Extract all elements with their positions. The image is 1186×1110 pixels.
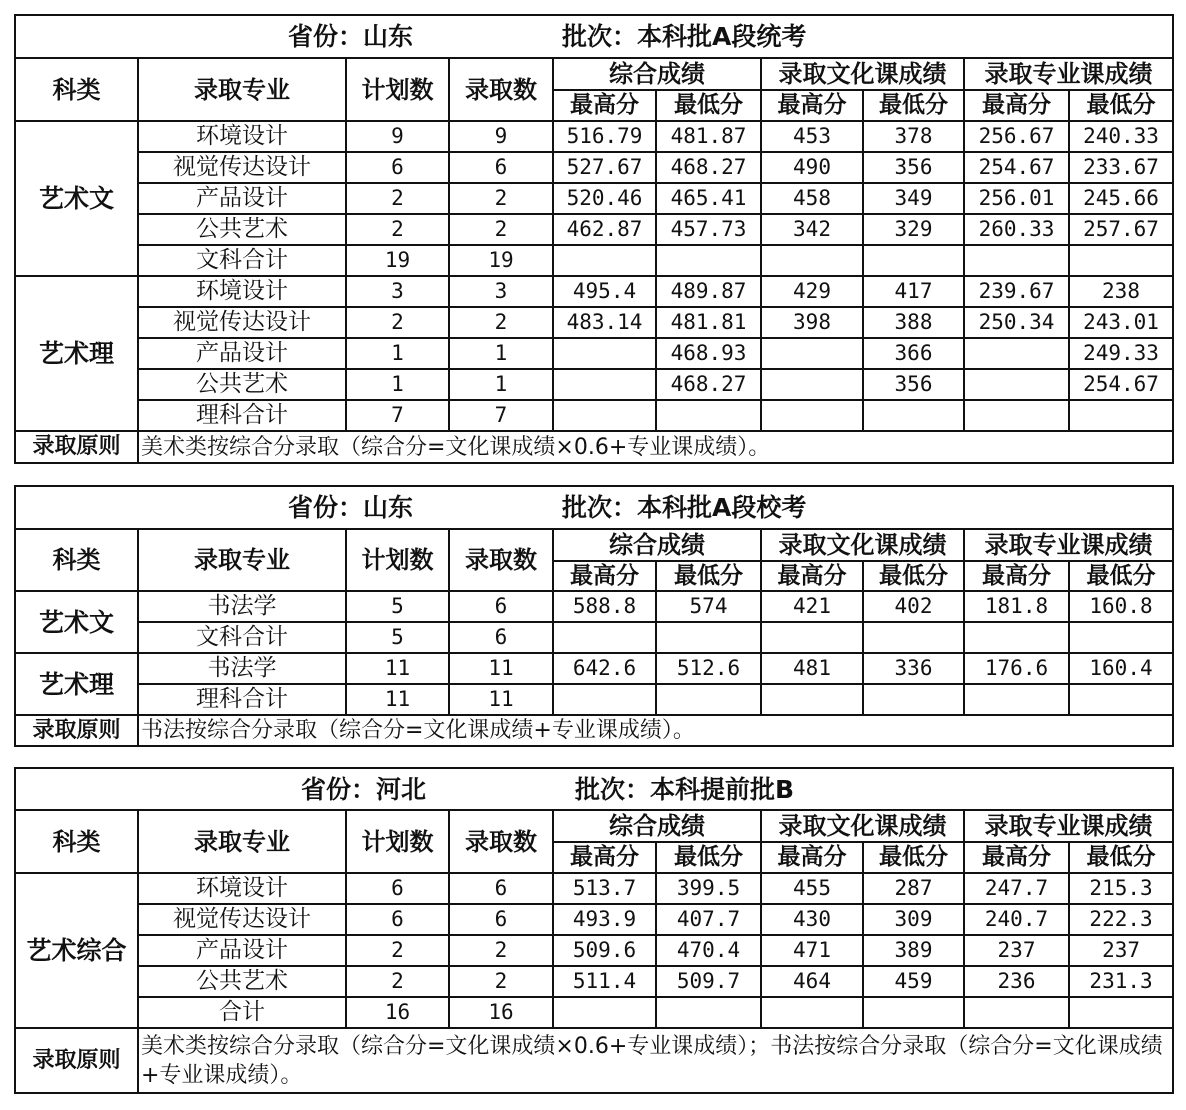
admitted-count-cell: 2 [449, 966, 553, 997]
comp-max-cell: 511.4 [553, 966, 656, 997]
min-score-header: 最低分 [863, 842, 964, 873]
principle-text: 美术类按综合分录取（综合分=文化课成绩×0.6+专业课成绩）；书法按综合分录取（综合分=文化课成绩+专业课成绩）。 [138, 1028, 1173, 1093]
batch-label: 批次：本科提前批B [575, 774, 795, 804]
prof-max-cell [964, 400, 1069, 431]
comp-max-cell [553, 369, 656, 400]
major-cell: 产品设计 [138, 935, 346, 966]
prof-min-cell: 222.3 [1069, 904, 1173, 935]
max-score-header: 最高分 [761, 842, 863, 873]
cult-max-cell: 464 [761, 966, 863, 997]
cult-max-cell [761, 622, 863, 653]
comp-min-cell: 457.73 [656, 214, 761, 245]
cult-min-cell: 356 [863, 152, 964, 183]
prof-max-cell: 260.33 [964, 214, 1069, 245]
table-row [15, 183, 1173, 214]
prof-max-cell: 256.67 [964, 121, 1069, 152]
plan-count-cell: 2 [346, 307, 449, 338]
table-row [15, 214, 1173, 245]
max-score-header: 最高分 [553, 561, 656, 591]
plan-count-cell: 16 [346, 997, 449, 1028]
cult-min-cell [863, 400, 964, 431]
admitted-count-cell: 6 [449, 591, 553, 622]
prof-max-cell: 240.7 [964, 904, 1069, 935]
cult-max-cell: 455 [761, 873, 863, 904]
cult-min-cell: 388 [863, 307, 964, 338]
principle-text: 美术类按综合分录取（综合分=文化课成绩×0.6+专业课成绩）。 [138, 431, 1173, 463]
admission-table-shandong-unified [14, 14, 1174, 464]
table-row [15, 904, 1173, 935]
max-score-header: 最高分 [553, 842, 656, 873]
table-row [15, 369, 1173, 400]
max-score-header: 最高分 [553, 90, 656, 121]
culture-score-header: 录取文化课成绩 [761, 58, 964, 90]
title-row [15, 486, 1173, 529]
max-score-header: 最高分 [761, 561, 863, 591]
admitted-count-cell: 2 [449, 214, 553, 245]
principle-row [15, 715, 1173, 746]
prof-min-cell: 237 [1069, 935, 1173, 966]
comp-min-cell [656, 622, 761, 653]
admitted-count-cell: 6 [449, 904, 553, 935]
plan-count-cell: 5 [346, 622, 449, 653]
comp-min-cell: 468.93 [656, 338, 761, 369]
cult-min-cell: 459 [863, 966, 964, 997]
cult-min-cell: 417 [863, 276, 964, 307]
table-row [15, 307, 1173, 338]
cult-max-cell [761, 369, 863, 400]
admitted-count-cell: 7 [449, 400, 553, 431]
prof-min-cell: 231.3 [1069, 966, 1173, 997]
category-header: 科类 [15, 529, 138, 591]
comp-max-cell: 588.8 [553, 591, 656, 622]
batch-label: 批次：本科批A段校考 [562, 493, 807, 522]
major-cell: 环境设计 [138, 276, 346, 307]
table-row [15, 400, 1173, 431]
major-cell: 产品设计 [138, 183, 346, 214]
province-label: 省份：河北 [301, 774, 427, 804]
min-score-header: 最低分 [1069, 842, 1173, 873]
major-cell: 视觉传达设计 [138, 904, 346, 935]
comp-min-cell [656, 684, 761, 715]
category-cell: 艺术理 [15, 276, 138, 431]
admitted-count-cell: 1 [449, 338, 553, 369]
max-score-header: 最高分 [964, 90, 1069, 121]
min-score-header: 最低分 [863, 561, 964, 591]
admission-table-shandong-school-exam [14, 485, 1174, 747]
admitted-count-cell: 9 [449, 121, 553, 152]
title-row [15, 768, 1173, 810]
comp-max-cell: 520.46 [553, 183, 656, 214]
admitted-count-cell: 19 [449, 245, 553, 276]
admitted-count-header: 录取数 [449, 529, 553, 591]
table-row [15, 622, 1173, 653]
cult-min-cell [863, 997, 964, 1028]
cult-max-cell: 421 [761, 591, 863, 622]
principle-row [15, 431, 1173, 463]
professional-score-header: 录取专业课成绩 [964, 810, 1173, 842]
admitted-count-header: 录取数 [449, 58, 553, 121]
culture-score-header: 录取文化课成绩 [761, 529, 964, 561]
cult-min-cell [863, 245, 964, 276]
table-title [15, 768, 1173, 810]
comp-max-cell: 509.6 [553, 935, 656, 966]
professional-score-header: 录取专业课成绩 [964, 529, 1173, 561]
comp-min-cell: 481.81 [656, 307, 761, 338]
category-header: 科类 [15, 810, 138, 873]
cult-min-cell: 366 [863, 338, 964, 369]
prof-max-cell [964, 338, 1069, 369]
prof-min-cell: 243.01 [1069, 307, 1173, 338]
plan-count-cell: 5 [346, 591, 449, 622]
major-cell: 视觉传达设计 [138, 152, 346, 183]
table-row [15, 873, 1173, 904]
comp-min-cell [656, 400, 761, 431]
cult-min-cell [863, 622, 964, 653]
principle-row [15, 1028, 1173, 1093]
comp-min-cell [656, 245, 761, 276]
plan-count-cell: 1 [346, 369, 449, 400]
min-score-header: 最低分 [656, 561, 761, 591]
cult-min-cell: 349 [863, 183, 964, 214]
admitted-count-cell: 2 [449, 183, 553, 214]
table-row [15, 338, 1173, 369]
table-row [15, 966, 1173, 997]
major-cell: 理科合计 [138, 400, 346, 431]
category-cell: 艺术文 [15, 591, 138, 653]
comp-max-cell: 493.9 [553, 904, 656, 935]
cult-min-cell: 378 [863, 121, 964, 152]
composite-score-header: 综合成绩 [553, 58, 761, 90]
comp-min-cell: 509.7 [656, 966, 761, 997]
cult-max-cell: 471 [761, 935, 863, 966]
comp-max-cell: 462.87 [553, 214, 656, 245]
major-header: 录取专业 [138, 529, 346, 591]
cult-max-cell: 430 [761, 904, 863, 935]
prof-min-cell [1069, 684, 1173, 715]
comp-min-cell: 468.27 [656, 152, 761, 183]
cult-min-cell: 329 [863, 214, 964, 245]
principle-label: 录取原则 [15, 431, 138, 463]
cult-min-cell: 356 [863, 369, 964, 400]
prof-min-cell: 233.67 [1069, 152, 1173, 183]
admitted-count-cell: 11 [449, 684, 553, 715]
max-score-header: 最高分 [964, 561, 1069, 591]
prof-max-cell: 176.6 [964, 653, 1069, 684]
prof-min-cell [1069, 622, 1173, 653]
composite-score-header: 综合成绩 [553, 529, 761, 561]
prof-max-cell: 256.01 [964, 183, 1069, 214]
header-row [15, 529, 1173, 561]
plan-count-header: 计划数 [346, 529, 449, 591]
comp-min-cell: 470.4 [656, 935, 761, 966]
batch-label: 批次：本科批A段统考 [562, 22, 807, 51]
min-score-header: 最低分 [656, 842, 761, 873]
table-row [15, 653, 1173, 684]
major-cell: 合计 [138, 997, 346, 1028]
prof-min-cell: 160.4 [1069, 653, 1173, 684]
comp-max-cell [553, 622, 656, 653]
min-score-header: 最低分 [863, 90, 964, 121]
prof-min-cell: 238 [1069, 276, 1173, 307]
admitted-count-cell: 6 [449, 622, 553, 653]
major-cell: 书法学 [138, 591, 346, 622]
plan-count-cell: 6 [346, 873, 449, 904]
prof-min-cell: 257.67 [1069, 214, 1173, 245]
composite-score-header: 综合成绩 [553, 810, 761, 842]
prof-max-cell [964, 684, 1069, 715]
table-row [15, 591, 1173, 622]
prof-min-cell [1069, 997, 1173, 1028]
admitted-count-header: 录取数 [449, 810, 553, 873]
comp-max-cell: 495.4 [553, 276, 656, 307]
principle-text: 书法按综合分录取（综合分=文化课成绩+专业课成绩）。 [138, 715, 1173, 746]
comp-min-cell [656, 997, 761, 1028]
admitted-count-cell: 16 [449, 997, 553, 1028]
plan-count-cell: 7 [346, 400, 449, 431]
comp-min-cell: 399.5 [656, 873, 761, 904]
plan-count-cell: 6 [346, 152, 449, 183]
prof-max-cell [964, 622, 1069, 653]
plan-count-cell: 6 [346, 904, 449, 935]
major-cell: 文科合计 [138, 622, 346, 653]
prof-min-cell: 245.66 [1069, 183, 1173, 214]
comp-min-cell: 407.7 [656, 904, 761, 935]
major-cell: 公共艺术 [138, 966, 346, 997]
table-row [15, 121, 1173, 152]
cult-max-cell: 481 [761, 653, 863, 684]
plan-count-cell: 19 [346, 245, 449, 276]
comp-max-cell: 483.14 [553, 307, 656, 338]
prof-max-cell: 254.67 [964, 152, 1069, 183]
table-title [15, 486, 1173, 529]
comp-max-cell [553, 245, 656, 276]
major-cell: 环境设计 [138, 121, 346, 152]
plan-count-cell: 2 [346, 935, 449, 966]
admitted-count-cell: 3 [449, 276, 553, 307]
prof-min-cell [1069, 245, 1173, 276]
category-cell: 艺术文 [15, 121, 138, 276]
cult-max-cell [761, 245, 863, 276]
table-title [15, 15, 1173, 58]
title-row [15, 15, 1173, 58]
cult-min-cell: 389 [863, 935, 964, 966]
prof-max-cell [964, 245, 1069, 276]
plan-count-cell: 2 [346, 966, 449, 997]
table-row [15, 935, 1173, 966]
header-row [15, 810, 1173, 842]
principle-label: 录取原则 [15, 1028, 138, 1093]
prof-min-cell: 215.3 [1069, 873, 1173, 904]
cult-min-cell: 309 [863, 904, 964, 935]
prof-max-cell: 239.67 [964, 276, 1069, 307]
plan-count-cell: 9 [346, 121, 449, 152]
prof-min-cell [1069, 400, 1173, 431]
major-cell: 书法学 [138, 653, 346, 684]
plan-count-cell: 2 [346, 214, 449, 245]
principle-label: 录取原则 [15, 715, 138, 746]
comp-max-cell: 516.79 [553, 121, 656, 152]
plan-count-cell: 2 [346, 183, 449, 214]
prof-max-cell [964, 997, 1069, 1028]
comp-min-cell: 574 [656, 591, 761, 622]
table-row [15, 997, 1173, 1028]
comp-min-cell: 465.41 [656, 183, 761, 214]
table-row [15, 152, 1173, 183]
min-score-header: 最低分 [1069, 90, 1173, 121]
major-cell: 公共艺术 [138, 369, 346, 400]
header-row [15, 58, 1173, 90]
prof-max-cell: 181.8 [964, 591, 1069, 622]
major-header: 录取专业 [138, 58, 346, 121]
admitted-count-cell: 1 [449, 369, 553, 400]
cult-max-cell: 342 [761, 214, 863, 245]
culture-score-header: 录取文化课成绩 [761, 810, 964, 842]
major-cell: 文科合计 [138, 245, 346, 276]
category-cell: 艺术理 [15, 653, 138, 715]
prof-min-cell: 254.67 [1069, 369, 1173, 400]
plan-count-cell: 11 [346, 653, 449, 684]
comp-max-cell [553, 684, 656, 715]
prof-min-cell: 240.33 [1069, 121, 1173, 152]
province-label: 省份：山东 [288, 493, 414, 522]
comp-min-cell: 468.27 [656, 369, 761, 400]
prof-max-cell: 237 [964, 935, 1069, 966]
plan-count-cell: 11 [346, 684, 449, 715]
admitted-count-cell: 2 [449, 935, 553, 966]
cult-min-cell: 287 [863, 873, 964, 904]
max-score-header: 最高分 [761, 90, 863, 121]
prof-max-cell: 236 [964, 966, 1069, 997]
plan-count-cell: 3 [346, 276, 449, 307]
cult-max-cell: 458 [761, 183, 863, 214]
plan-count-cell: 1 [346, 338, 449, 369]
cult-max-cell [761, 997, 863, 1028]
comp-max-cell: 642.6 [553, 653, 656, 684]
major-cell: 理科合计 [138, 684, 346, 715]
comp-max-cell: 513.7 [553, 873, 656, 904]
category-cell: 艺术综合 [15, 873, 138, 1028]
cult-max-cell [761, 400, 863, 431]
comp-max-cell [553, 400, 656, 431]
major-cell: 产品设计 [138, 338, 346, 369]
prof-min-cell: 249.33 [1069, 338, 1173, 369]
cult-max-cell: 429 [761, 276, 863, 307]
comp-min-cell: 481.87 [656, 121, 761, 152]
major-cell: 环境设计 [138, 873, 346, 904]
category-header: 科类 [15, 58, 138, 121]
comp-max-cell [553, 997, 656, 1028]
cult-min-cell [863, 684, 964, 715]
prof-max-cell: 247.7 [964, 873, 1069, 904]
prof-max-cell: 250.34 [964, 307, 1069, 338]
cult-max-cell: 490 [761, 152, 863, 183]
cult-max-cell: 398 [761, 307, 863, 338]
comp-min-cell: 512.6 [656, 653, 761, 684]
prof-min-cell: 160.8 [1069, 591, 1173, 622]
comp-max-cell [553, 338, 656, 369]
admitted-count-cell: 11 [449, 653, 553, 684]
cult-max-cell: 453 [761, 121, 863, 152]
admitted-count-cell: 2 [449, 307, 553, 338]
prof-max-cell [964, 369, 1069, 400]
major-cell: 公共艺术 [138, 214, 346, 245]
table-row [15, 245, 1173, 276]
cult-max-cell [761, 684, 863, 715]
min-score-header: 最低分 [656, 90, 761, 121]
province-label: 省份：山东 [288, 22, 414, 51]
cult-max-cell [761, 338, 863, 369]
admitted-count-cell: 6 [449, 873, 553, 904]
admitted-count-cell: 6 [449, 152, 553, 183]
cult-min-cell: 336 [863, 653, 964, 684]
professional-score-header: 录取专业课成绩 [964, 58, 1173, 90]
major-cell: 视觉传达设计 [138, 307, 346, 338]
comp-max-cell: 527.67 [553, 152, 656, 183]
max-score-header: 最高分 [964, 842, 1069, 873]
plan-count-header: 计划数 [346, 58, 449, 121]
min-score-header: 最低分 [1069, 561, 1173, 591]
admission-table-hebei-early-batch [14, 767, 1174, 1094]
table-row [15, 684, 1173, 715]
major-header: 录取专业 [138, 810, 346, 873]
cult-min-cell: 402 [863, 591, 964, 622]
comp-min-cell: 489.87 [656, 276, 761, 307]
plan-count-header: 计划数 [346, 810, 449, 873]
table-row [15, 276, 1173, 307]
